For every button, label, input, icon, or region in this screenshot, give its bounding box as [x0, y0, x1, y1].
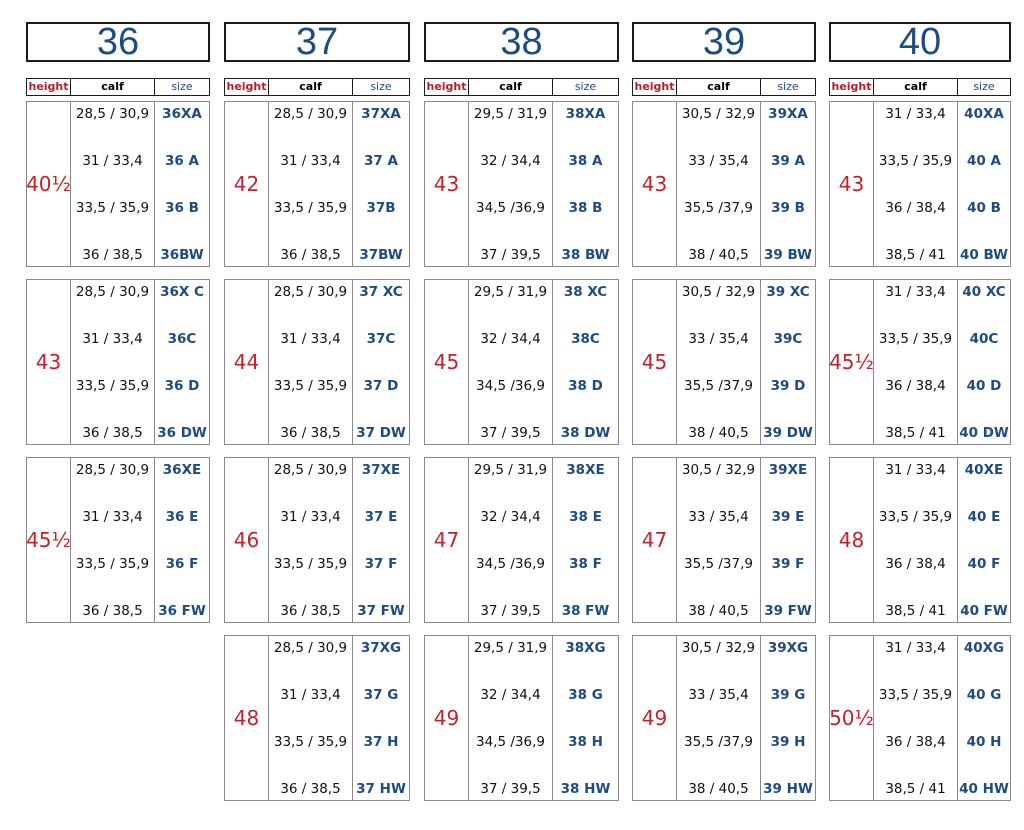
- size-code: 39 E: [771, 509, 805, 525]
- size-code: 40XE: [964, 462, 1004, 478]
- size-cell: [761, 102, 815, 266]
- calf-range: 38,5 / 41: [885, 603, 946, 619]
- calf-cell: [677, 102, 761, 266]
- calf-range: 28,5 / 30,9: [75, 284, 150, 300]
- calf-cell: [469, 280, 553, 444]
- calf-range: 28,5 / 30,9: [273, 284, 348, 300]
- height-value: 43: [633, 102, 677, 266]
- header-height: height: [633, 79, 677, 95]
- size-code: 38XG: [565, 640, 606, 656]
- calf-range: 34,5 /36,9: [476, 200, 545, 216]
- calf-range: 37 / 39,5: [480, 247, 541, 263]
- size-code: 38 A: [568, 153, 603, 169]
- height-group: [26, 457, 210, 623]
- calf-cell: [71, 458, 155, 622]
- height-value: 43: [425, 102, 469, 266]
- calf-range: 37 / 39,5: [480, 781, 541, 797]
- size-code: 38 FW: [561, 603, 610, 619]
- calf-range: 32 / 34,4: [480, 153, 541, 169]
- calf-range: 36 / 38,4: [885, 734, 946, 750]
- calf-range: 35,5 /37,9: [684, 734, 753, 750]
- calf-range: 36 / 38,5: [82, 247, 143, 263]
- calf-range: 31 / 33,4: [280, 153, 341, 169]
- size-title-39: 39: [632, 22, 816, 62]
- size-cell: [958, 280, 1010, 444]
- calf-cell: [677, 636, 761, 800]
- calf-range: 29,5 / 31,9: [473, 462, 548, 478]
- size-title-37: 37: [224, 22, 410, 62]
- calf-range: 30,5 / 32,9: [681, 106, 756, 122]
- calf-range: 30,5 / 32,9: [681, 462, 756, 478]
- header-size: size: [574, 80, 597, 93]
- size-cell: [958, 102, 1010, 266]
- size-code: 39C: [773, 331, 803, 347]
- calf-range: 28,5 / 30,9: [273, 640, 348, 656]
- height-group: [632, 635, 816, 801]
- calf-range: 33,5 / 35,9: [878, 687, 953, 703]
- size-code: 40 FW: [960, 603, 1008, 619]
- size-code: 38XE: [566, 462, 605, 478]
- size-cell: [553, 280, 618, 444]
- size-cell: [353, 280, 409, 444]
- size-code: 40 G: [966, 687, 1002, 703]
- size-cell: [353, 458, 409, 622]
- calf-range: 34,5 /36,9: [476, 556, 545, 572]
- size-code: 40 D: [966, 378, 1002, 394]
- calf-range: 33,5 / 35,9: [75, 378, 150, 394]
- column-header-row: [26, 78, 210, 96]
- size-code: 36 F: [165, 556, 199, 572]
- height-value: 46: [225, 458, 269, 622]
- calf-range: 36 / 38,5: [280, 425, 341, 441]
- height-group: [26, 279, 210, 445]
- calf-range: 38,5 / 41: [885, 247, 946, 263]
- size-code: 36XE: [162, 462, 202, 478]
- header-height: height: [225, 79, 269, 95]
- header-height: height: [425, 79, 469, 95]
- calf-range: 32 / 34,4: [480, 331, 541, 347]
- calf-range: 36 / 38,5: [82, 603, 143, 619]
- calf-range: 36 / 38,5: [280, 603, 341, 619]
- size-code: 38XA: [565, 106, 606, 122]
- calf-range: 38 / 40,5: [688, 603, 749, 619]
- height-value: 43: [27, 280, 71, 444]
- size-title-38: 38: [424, 22, 619, 62]
- calf-cell: [874, 458, 958, 622]
- size-cell: [553, 102, 618, 266]
- size-cell: [553, 458, 618, 622]
- size-code: 39 DW: [763, 425, 813, 441]
- calf-range: 31 / 33,4: [280, 509, 341, 525]
- size-code: 38 F: [569, 556, 602, 572]
- calf-cell: [677, 280, 761, 444]
- calf-cell: [469, 636, 553, 800]
- header-calf: calf: [71, 79, 155, 95]
- calf-range: 33,5 / 35,9: [878, 153, 953, 169]
- calf-range: 35,5 /37,9: [684, 556, 753, 572]
- size-cell: [761, 280, 815, 444]
- size-code: 37XE: [361, 462, 401, 478]
- calf-cell: [469, 458, 553, 622]
- size-code: 36 D: [164, 378, 200, 394]
- calf-range: 33,5 / 35,9: [273, 378, 348, 394]
- calf-range: 30,5 / 32,9: [681, 640, 756, 656]
- size-code: 38 D: [568, 378, 603, 394]
- calf-range: 31 / 33,4: [885, 284, 946, 300]
- calf-range: 31 / 33,4: [82, 331, 143, 347]
- height-value: 49: [633, 636, 677, 800]
- size-code: 37 H: [363, 734, 399, 750]
- height-value: 48: [830, 458, 874, 622]
- size-code: 40 B: [967, 200, 1001, 216]
- header-size: size: [777, 80, 799, 93]
- height-group: [424, 279, 619, 445]
- size-code: 39 A: [771, 153, 805, 169]
- calf-range: 31 / 33,4: [82, 153, 143, 169]
- height-group: [26, 101, 210, 267]
- size-code: 40 XC: [962, 284, 1006, 300]
- size-code: 40 E: [967, 509, 1001, 525]
- calf-range: 28,5 / 30,9: [273, 106, 348, 122]
- size-code: 40C: [969, 331, 999, 347]
- header-height: height: [830, 79, 874, 95]
- size-code: 39 HW: [763, 781, 813, 797]
- size-code: 39 D: [770, 378, 806, 394]
- calf-cell: [71, 102, 155, 266]
- calf-range: 33,5 / 35,9: [75, 556, 150, 572]
- size-code: 39 H: [770, 734, 806, 750]
- calf-range: 33,5 / 35,9: [878, 509, 953, 525]
- height-group: [632, 457, 816, 623]
- calf-cell: [874, 102, 958, 266]
- column-header-row: [424, 78, 619, 96]
- height-value: 49: [425, 636, 469, 800]
- size-code: 40 A: [967, 153, 1001, 169]
- size-code: 36 E: [165, 509, 199, 525]
- header-calf: calf: [269, 79, 353, 95]
- size-cell: [155, 458, 209, 622]
- calf-cell: [874, 280, 958, 444]
- calf-range: 33,5 / 35,9: [273, 556, 348, 572]
- calf-range: 36 / 38,4: [885, 378, 946, 394]
- height-group: [224, 457, 410, 623]
- calf-range: 33,5 / 35,9: [273, 200, 348, 216]
- calf-range: 33 / 35,4: [688, 153, 749, 169]
- size-code: 39 B: [771, 200, 805, 216]
- height-group: [632, 101, 816, 267]
- header-size: size: [171, 80, 193, 93]
- size-code: 38 E: [569, 509, 602, 525]
- size-code: 38 B: [568, 200, 603, 216]
- calf-range: 31 / 33,4: [82, 509, 143, 525]
- size-cell: [353, 102, 409, 266]
- size-code: 37 FW: [357, 603, 405, 619]
- calf-range: 36 / 38,5: [280, 781, 341, 797]
- height-value: 50½: [830, 636, 874, 800]
- size-code: 39 G: [770, 687, 806, 703]
- size-code: 39 XC: [766, 284, 810, 300]
- calf-range: 38,5 / 41: [885, 425, 946, 441]
- calf-range: 35,5 /37,9: [684, 200, 753, 216]
- calf-cell: [269, 280, 353, 444]
- calf-range: 29,5 / 31,9: [473, 284, 548, 300]
- height-group: [829, 101, 1011, 267]
- size-code: 36BW: [160, 247, 204, 263]
- calf-range: 33 / 35,4: [688, 331, 749, 347]
- size-code: 37C: [366, 331, 396, 347]
- size-title-36: 36: [26, 22, 210, 62]
- size-title-40: 40: [829, 22, 1011, 62]
- size-code: 38 BW: [561, 247, 610, 263]
- size-code: 36 FW: [158, 603, 206, 619]
- calf-range: 38 / 40,5: [688, 781, 749, 797]
- height-value: 42: [225, 102, 269, 266]
- calf-range: 38 / 40,5: [688, 247, 749, 263]
- height-group: [424, 635, 619, 801]
- calf-range: 30,5 / 32,9: [681, 284, 756, 300]
- calf-range: 35,5 /37,9: [684, 378, 753, 394]
- calf-range: 31 / 33,4: [280, 331, 341, 347]
- calf-range: 31 / 33,4: [885, 106, 946, 122]
- calf-cell: [269, 102, 353, 266]
- calf-range: 37 / 39,5: [480, 603, 541, 619]
- height-group: [829, 457, 1011, 623]
- calf-range: 28,5 / 30,9: [75, 462, 150, 478]
- height-value: 47: [425, 458, 469, 622]
- height-value: 48: [225, 636, 269, 800]
- size-code: 36XA: [162, 106, 202, 122]
- calf-range: 34,5 /36,9: [476, 378, 545, 394]
- calf-cell: [874, 636, 958, 800]
- calf-range: 32 / 34,4: [480, 509, 541, 525]
- height-group: [224, 101, 410, 267]
- size-code: 40XA: [964, 106, 1004, 122]
- height-group: [224, 635, 410, 801]
- size-cell: [155, 102, 209, 266]
- calf-range: 36 / 38,5: [280, 247, 341, 263]
- calf-range: 38,5 / 41: [885, 781, 946, 797]
- size-code: 37B: [366, 200, 396, 216]
- size-code: 38 H: [568, 734, 603, 750]
- calf-range: 32 / 34,4: [480, 687, 541, 703]
- height-value: 45: [425, 280, 469, 444]
- calf-range: 33,5 / 35,9: [273, 734, 348, 750]
- size-code: 36 DW: [157, 425, 207, 441]
- size-code: 37 A: [364, 153, 398, 169]
- size-code: 40 HW: [959, 781, 1009, 797]
- size-code: 40XG: [963, 640, 1005, 656]
- header-calf: calf: [469, 79, 553, 95]
- size-code: 37 D: [363, 378, 399, 394]
- calf-range: 33,5 / 35,9: [878, 331, 953, 347]
- height-group: [424, 101, 619, 267]
- height-group: [224, 279, 410, 445]
- size-code: 39 BW: [764, 247, 812, 263]
- calf-range: 28,5 / 30,9: [273, 462, 348, 478]
- calf-cell: [71, 280, 155, 444]
- calf-cell: [469, 102, 553, 266]
- size-code: 38 HW: [560, 781, 611, 797]
- height-group: [829, 635, 1011, 801]
- header-size: size: [973, 80, 995, 93]
- size-code: 38 XC: [563, 284, 608, 300]
- size-code: 36X C: [160, 284, 204, 300]
- calf-range: 28,5 / 30,9: [75, 106, 150, 122]
- height-value: 45½: [27, 458, 71, 622]
- size-code: 40 H: [966, 734, 1002, 750]
- calf-range: 34,5 /36,9: [476, 734, 545, 750]
- size-cell: [761, 636, 815, 800]
- column-header-row: [632, 78, 816, 96]
- size-cell: [958, 458, 1010, 622]
- calf-cell: [269, 458, 353, 622]
- size-code: 40 DW: [959, 425, 1009, 441]
- size-code: 36 A: [165, 153, 199, 169]
- size-code: 40 BW: [960, 247, 1008, 263]
- height-group: [632, 279, 816, 445]
- height-value: 40½: [27, 102, 71, 266]
- size-code: 37 XC: [359, 284, 403, 300]
- size-code: 39 FW: [764, 603, 812, 619]
- size-code: 36C: [167, 331, 197, 347]
- height-group: [424, 457, 619, 623]
- size-code: 37 E: [364, 509, 398, 525]
- calf-range: 36 / 38,4: [885, 556, 946, 572]
- size-cell: [761, 458, 815, 622]
- calf-cell: [269, 636, 353, 800]
- size-code: 38 DW: [560, 425, 611, 441]
- calf-range: 31 / 33,4: [885, 462, 946, 478]
- size-code: 37BW: [359, 247, 403, 263]
- size-code: 39XA: [768, 106, 808, 122]
- calf-range: 31 / 33,4: [885, 640, 946, 656]
- header-calf: calf: [874, 79, 958, 95]
- header-calf: calf: [677, 79, 761, 95]
- calf-range: 31 / 33,4: [280, 687, 341, 703]
- size-code: 36 B: [165, 200, 199, 216]
- size-code: 37 DW: [356, 425, 406, 441]
- height-value: 45: [633, 280, 677, 444]
- header-height: height: [27, 79, 71, 95]
- calf-range: 36 / 38,4: [885, 200, 946, 216]
- column-header-row: [224, 78, 410, 96]
- calf-range: 33,5 / 35,9: [75, 200, 150, 216]
- size-cell: [958, 636, 1010, 800]
- height-value: 45½: [830, 280, 874, 444]
- height-value: 44: [225, 280, 269, 444]
- calf-range: 33 / 35,4: [688, 687, 749, 703]
- calf-range: 29,5 / 31,9: [473, 640, 548, 656]
- size-code: 39XE: [768, 462, 808, 478]
- height-group: [829, 279, 1011, 445]
- calf-range: 29,5 / 31,9: [473, 106, 548, 122]
- size-code: 37 F: [364, 556, 398, 572]
- size-code: 38 G: [568, 687, 603, 703]
- calf-range: 38 / 40,5: [688, 425, 749, 441]
- size-code: 37 HW: [356, 781, 406, 797]
- header-size: size: [370, 80, 392, 93]
- size-code: 37XG: [360, 640, 402, 656]
- size-code: 40 F: [967, 556, 1001, 572]
- size-cell: [353, 636, 409, 800]
- size-code: 37 G: [363, 687, 399, 703]
- calf-range: 36 / 38,5: [82, 425, 143, 441]
- column-header-row: [829, 78, 1011, 96]
- height-value: 43: [830, 102, 874, 266]
- height-value: 47: [633, 458, 677, 622]
- calf-range: 33 / 35,4: [688, 509, 749, 525]
- size-cell: [155, 280, 209, 444]
- size-code: 38C: [571, 331, 600, 347]
- size-code: 39XG: [767, 640, 809, 656]
- calf-range: 37 / 39,5: [480, 425, 541, 441]
- size-code: 39 F: [771, 556, 805, 572]
- size-code: 37XA: [361, 106, 401, 122]
- calf-cell: [677, 458, 761, 622]
- size-cell: [553, 636, 618, 800]
